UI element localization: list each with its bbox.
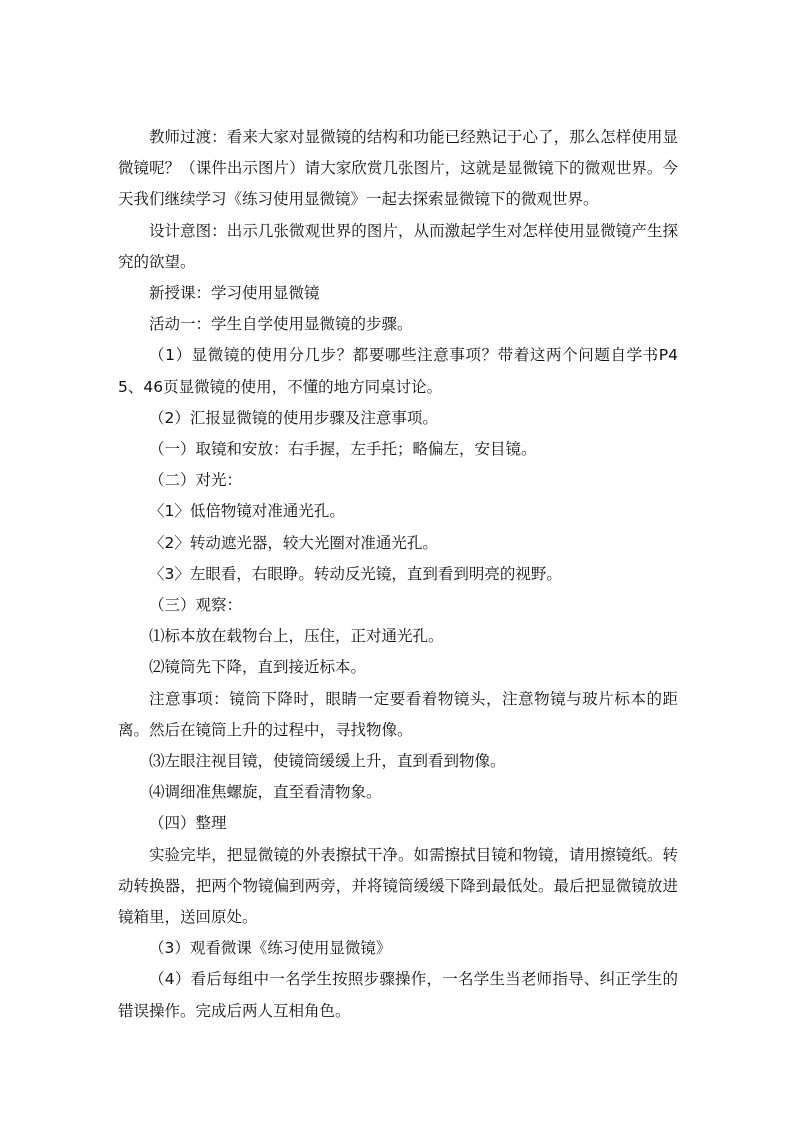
paragraph-step-tidy: （四）整理: [149, 814, 227, 833]
document-body: [118, 122, 678, 1027]
paragraph-observe-substep-2: ⑵镜筒先下降，直到接近标本。: [149, 658, 367, 677]
paragraph-question-3: （3）观看微课《练习使用显微镜》: [149, 939, 392, 958]
paragraph-question-4: （4）看后每组中一名学生按照步骤操作，一名学生当老师指导、纠正学生的错误操作。完成后两人互相角色。: [118, 970, 678, 1020]
paragraph-activity-one: 活动一：学生自学使用显微镜的步骤。: [149, 315, 413, 334]
paragraph-question-1: （1）显微镜的使用分几步？都要哪些注意事项？带着这两个问题自学书P45、46页显微镜的使用，不懂的地方同桌讨论。: [118, 346, 678, 396]
paragraph-question-2: （2）汇报显微镜的使用步骤及注意事项。: [149, 408, 438, 427]
paragraph-observe-substep-1: ⑴标本放在载物台上，压住，正对通光孔。: [149, 627, 444, 646]
paragraph-new-lesson: 新授课：学习使用显微镜: [149, 284, 320, 303]
paragraph-tidy-detail: 实验完毕，把显微镜的外表擦拭干净。如需擦拭目镜和物镜，请用擦镜纸。转动转换器，把两个物镜偏到两旁，并将镜筒缓缓下降到最低处。最后把显微镜放进镜箱里，送回原处。: [118, 845, 678, 927]
paragraph-step-take-place: （一）取镜和安放：右手握，左手托；略偏左，安目镜。: [149, 440, 537, 459]
paragraph-design-intent: 设计意图：出示几张微观世界的图片，从而激起学生对怎样使用显微镜产生探究的欲望。: [118, 221, 678, 271]
paragraph-step-observe: （三）观察：: [149, 596, 243, 615]
paragraph-observe-substep-3: ⑶左眼注视目镜，使镜筒缓缓上升，直到看到物像。: [149, 752, 506, 771]
paragraph-observe-substep-4: ⑷调细准焦螺旋，直至看清物象。: [149, 783, 382, 802]
paragraph-teacher-transition: 教师过渡：看来大家对显微镜的结构和功能已经熟记于心了，那么怎样使用显微镜呢？（课件出示图片）请大家欣赏几张图片，这就是显微镜下的微观世界。今天我们继续学习《练习使用显微镜》一起去探索显微镜下的微观世界。: [118, 128, 678, 209]
paragraph-light-substep-3: 〈3〉左眼看，右眼睁。转动反光镜，直到看到明亮的视野。: [149, 564, 562, 583]
paragraph-light-substep-1: 〈1〉低倍物镜对准通光孔。: [149, 502, 345, 521]
paragraph-step-light: （二）对光：: [149, 471, 243, 490]
paragraph-light-substep-2: 〈2〉转动遮光器，较大光圈对准通光孔。: [149, 533, 438, 552]
paragraph-caution: 注意事项：镜筒下降时，眼睛一定要看着物镜头，注意物镜与玻片标本的距离。然后在镜筒上升的过程中，寻找物像。: [118, 689, 678, 739]
